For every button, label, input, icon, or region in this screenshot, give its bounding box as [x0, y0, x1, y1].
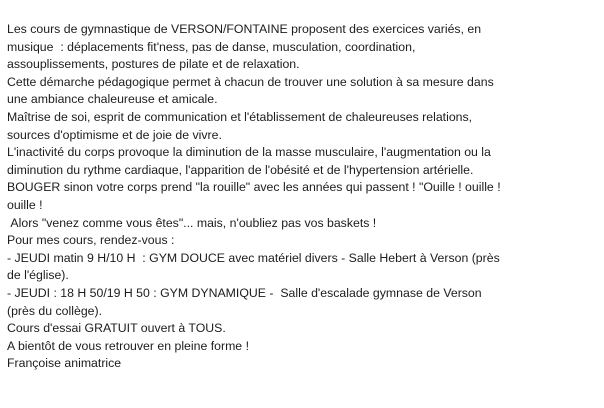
schedule-gym-dynamique: - JEUDI : 18 H 50/19 H 50 : GYM DYNAMIQUE - Salle d'escalade gymnase de Verson (près du collège). [7, 285, 482, 318]
paragraph-trial: Cours d'essai GRATUIT ouvert à TOUS. [7, 321, 226, 336]
paragraph-closing: A bientôt de vous retrouver en pleine forme ! [7, 338, 249, 353]
document-body [7, 21, 597, 373]
paragraph-self-control: Maîtrise de soi, esprit de communication et l'établissement de chaleureuses relations, sources d'optimisme et de joie de vivre. [7, 109, 473, 142]
signature: Françoise animatrice [7, 356, 122, 371]
paragraph-baskets: Alors "venez comme vous êtes"... mais, n'oubliez pas vos baskets ! [7, 215, 377, 230]
schedule-gym-douce: - JEUDI matin 9 H/10 H : GYM DOUCE avec matériel divers - Salle Hebert à Verson (près de l'église). [7, 250, 500, 283]
paragraph-inactivity: L'inactivité du corps provoque la diminution de la masse musculaire, l'augmentation ou la diminution du rythme cardiaque, l'apparition de l'obésité et de l'hypertension artérielle. [7, 145, 491, 177]
paragraph-bouger: BOUGER sinon votre corps prend "la rouille" avec les années qui passent ! "Ouille ! ouille ! ouille ! [7, 180, 501, 212]
paragraph-rendez-vous: Pour mes cours, rendez-vous : [7, 233, 175, 248]
paragraph-pedagogy: Cette démarche pédagogique permet à chacun de trouver une solution à sa mesure dans une ambiance chaleureuse et amicale. [7, 74, 494, 107]
paragraph-intro: Les cours de gymnastique de VERSON/FONTAINE proposent des exercices variés, en musique : déplacements fit'ness, pas de danse, musculation, coordination, assouplissements, postures de pilate et de relaxation. [7, 22, 482, 72]
